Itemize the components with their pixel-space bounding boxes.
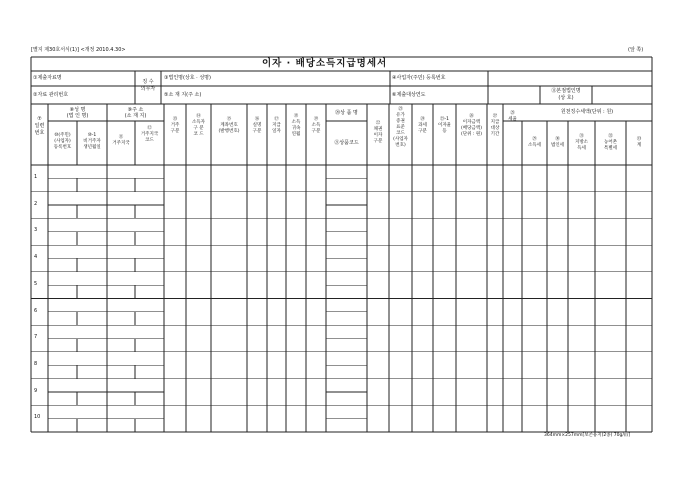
col-tax-rate: ㉘ 세율 xyxy=(508,111,517,122)
col-real-name: ⑯ 실명 구분 xyxy=(252,117,262,134)
field-corp-name: ③법인명(상호 · 성명) xyxy=(164,75,211,81)
row-number: 9 xyxy=(34,387,38,394)
col-name: ⑧성 명 (법 인 명) xyxy=(66,107,89,119)
payer-label: 징 수 의무자 xyxy=(140,79,156,92)
col-tax-type: ㉔ 과세 구분 xyxy=(418,117,427,134)
form-footer: 364mm×257mm[보존용지(2종) 70g/㎡] xyxy=(544,433,631,438)
field-address: ⑤소 재 지(주 소) xyxy=(164,92,202,98)
form-code: [별지 제30호서식(1)] <개정 2010.4.30> xyxy=(31,47,126,53)
col-rural-tax: ㉜ 농어촌 특별세 xyxy=(603,134,618,151)
row-number: 3 xyxy=(34,227,38,234)
col-product-code: ㉑상품코드 xyxy=(334,140,359,146)
form-title: 이자 · 배당소득지급명세서 xyxy=(262,58,388,69)
row-number: 8 xyxy=(34,360,38,367)
col-birthdate: ⑩-1 비거주자 생년월일 xyxy=(83,133,101,150)
row-number: 7 xyxy=(34,334,38,341)
field-management-number: ②자료 관리번호 xyxy=(33,92,69,98)
row-number: 1 xyxy=(34,174,38,180)
field-hq-name: ⑪본점법인명 (상 호) xyxy=(551,88,581,101)
col-residence-code: ⑫ 거주지국 코드 xyxy=(140,126,159,143)
row-number: 2 xyxy=(34,200,38,207)
col-corp-tax: ㉚ 법인세 xyxy=(550,137,565,148)
row-number: 6 xyxy=(34,307,38,314)
col-reg-number: ⑩(주민) (사업자) 등록번호 xyxy=(53,133,72,150)
col-income-tax: ㉙ 소득세 xyxy=(527,137,542,148)
row-number: 5 xyxy=(34,280,38,287)
col-account-number: ⑮ 계좌번호 (발행번호) xyxy=(218,117,240,134)
page-side-note: (앞 쪽) xyxy=(628,47,644,53)
col-interest-amount: ㉖ 이자금액 (배당금액) (단위 : 원) xyxy=(461,114,482,137)
col-total: ㉝ 계 xyxy=(636,137,642,148)
col-pay-period: ㉗ 지급 대상 기간 xyxy=(490,114,500,137)
row-number: 10 xyxy=(34,414,41,421)
col-product-name: ⑳상 품 명 xyxy=(335,110,358,116)
col-income-type: ⑲ 소득 구분 xyxy=(311,117,321,134)
col-bond-interest: ㉒ 채권 이자 구분 xyxy=(373,121,383,144)
col-income-code: ⑭ 소득자 구 분 코 드 xyxy=(191,114,206,137)
col-serial: ⑦ 일련 번호 xyxy=(34,116,45,136)
row-number: 4 xyxy=(34,254,38,261)
col-withholding-group: 원천징수세액(단위 : 원) xyxy=(560,109,614,115)
col-interest-rate: ㉕-1 이자율 등 xyxy=(437,117,452,134)
col-income-period: ⑱ 소득 귀속 연월 xyxy=(291,114,301,137)
col-residence-country: ⑪ 거주지국 xyxy=(112,135,130,146)
col-local-tax: ㉛ 지방소 득세 xyxy=(574,134,589,151)
field-reg-number: ④사업자(주민) 등록번호 xyxy=(392,75,446,81)
col-pay-date: ⑰ 지급 일자 xyxy=(272,117,281,134)
col-address: ⑨주 소 (소 재 지) xyxy=(124,107,147,119)
field-target-year: ⑥제출대상연도 xyxy=(392,92,426,98)
col-residence-type: ⑬ 거주 구분 xyxy=(170,117,180,134)
col-security-code: ㉓ 유가 증권 표준 코드 (사업자 번호) xyxy=(393,107,408,148)
field-submission-name: ①제출자료명 xyxy=(33,75,62,81)
